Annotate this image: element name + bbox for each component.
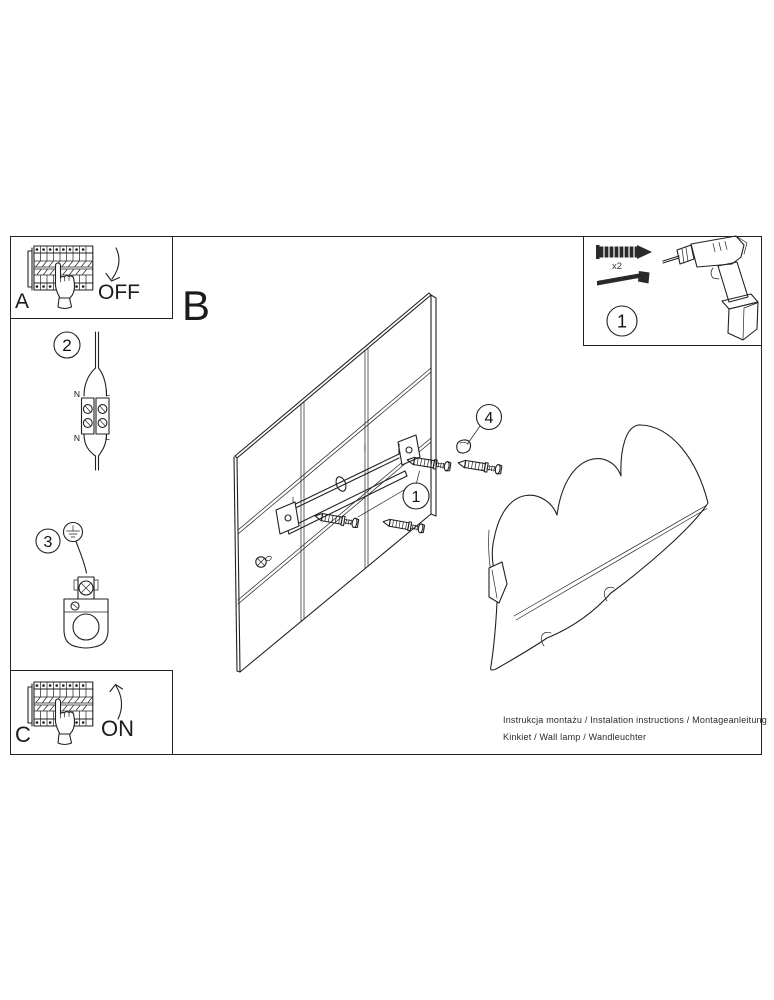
wire-terminal-diagram <box>74 332 110 470</box>
wire-label-n-bottom: N <box>73 433 80 443</box>
wire-label-l-bottom: L <box>105 432 110 442</box>
arrow-down-icon <box>106 248 120 281</box>
step-circle-ground <box>36 529 60 553</box>
section-c-label: C <box>15 722 31 747</box>
phillips-screw-icon <box>256 555 272 567</box>
ground-terminal-diagram <box>64 523 109 649</box>
step-circle-wall <box>403 483 429 509</box>
section-b-label: B <box>182 282 211 329</box>
footer-text <box>503 712 767 746</box>
kit-quantity-label: x2 <box>612 261 623 272</box>
screw-icon <box>597 271 650 286</box>
wall-plug-screw-right <box>406 455 451 471</box>
arrow-up-icon <box>110 685 123 720</box>
step-number-2: 2 <box>62 336 72 355</box>
cloud-lamp <box>489 425 708 670</box>
step-circle-wiring <box>54 332 80 358</box>
tiled-wall <box>234 293 436 672</box>
wall-plug-screw-spare-lower <box>382 517 424 533</box>
wire-label-l-top: L <box>105 388 110 398</box>
wall-plug-icon <box>596 245 652 259</box>
wall-plug-screw-center <box>314 511 359 528</box>
wall-plug-screw-spare-upper <box>457 458 502 474</box>
cover-cap-icon <box>457 440 471 453</box>
step-number-3: 3 <box>43 534 53 551</box>
step-number-1-wall: 1 <box>411 489 421 506</box>
step-number-4: 4 <box>484 410 494 427</box>
footer-line-2: Kinkiet / Wall lamp / Wandleuchter <box>503 732 647 742</box>
step-number-1-kit: 1 <box>616 311 628 332</box>
power-on-label: ON <box>101 716 134 741</box>
mounting-bracket <box>276 435 420 534</box>
section-a-label: A <box>15 290 30 313</box>
wire-label-n-top: N <box>73 389 80 399</box>
footer-line-1: Instrukcja montażu / Instalation instructions / Montageanleitung <box>503 715 767 725</box>
step-circle-kit <box>607 306 637 336</box>
drill-icon <box>663 236 758 340</box>
power-off-label: OFF <box>98 281 140 304</box>
step-circle-cover <box>477 405 502 430</box>
